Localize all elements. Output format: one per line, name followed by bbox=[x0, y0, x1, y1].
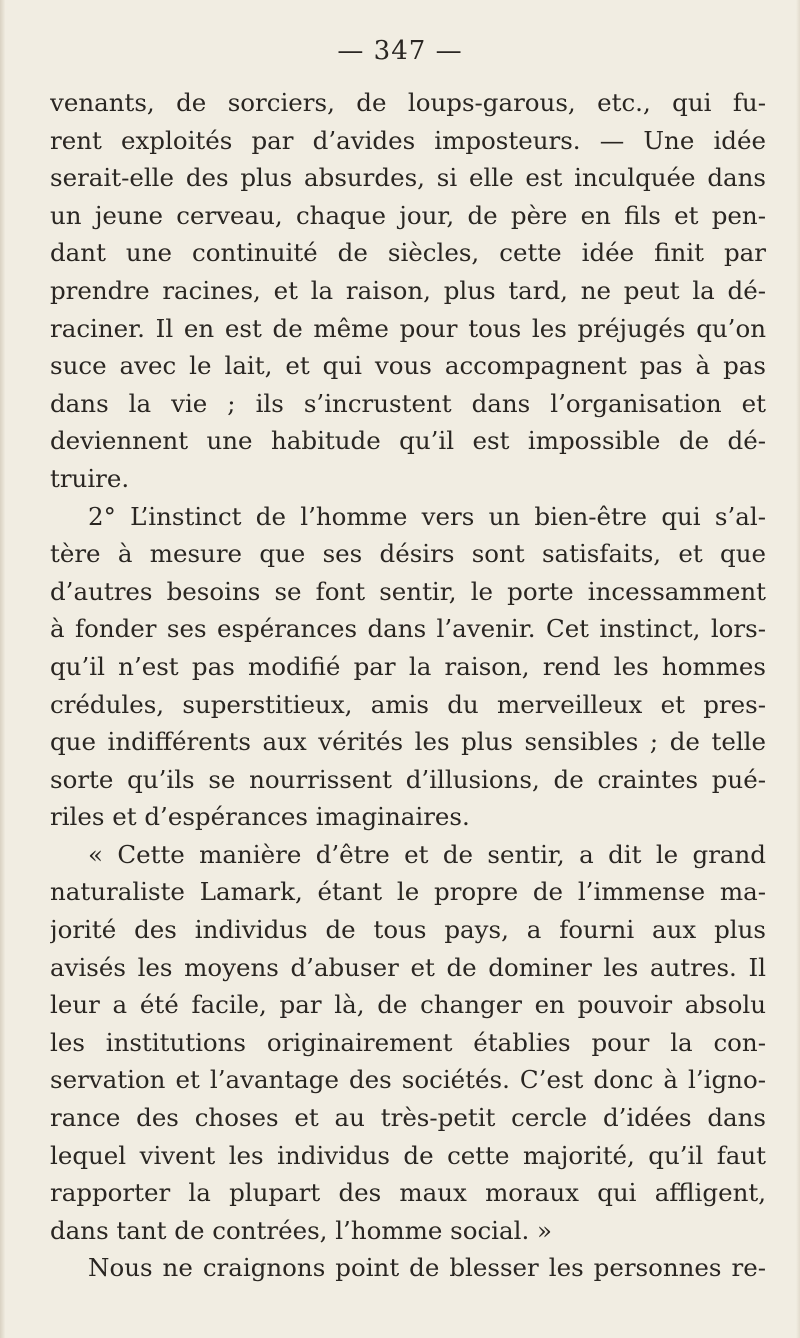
paragraph bbox=[50, 836, 766, 1250]
page-edge-left bbox=[0, 0, 5, 1338]
text-line: suce avec le lait, et qui vous accompagnent pas à pas bbox=[50, 351, 766, 381]
paragraph bbox=[50, 84, 766, 498]
text-line: naturaliste Lamark, étant le propre de l’immense ma- bbox=[50, 877, 766, 907]
text-line: avisés les moyens d’abuser et de dominer les autres. Il bbox=[50, 952, 766, 982]
text-line: truire. bbox=[50, 463, 130, 493]
paragraph bbox=[50, 498, 766, 836]
text-line: rent exploités par d’avides imposteurs. — Une idée bbox=[50, 125, 766, 155]
text-line: Nous ne craignons point de blesser les personnes re- bbox=[88, 1253, 766, 1283]
text-line: leur a été facile, par là, de changer en pouvoir absolu bbox=[50, 990, 766, 1020]
text-line: jorité des individus de tous pays, a fourni aux plus bbox=[50, 915, 766, 945]
paragraph bbox=[50, 1249, 766, 1287]
text-line: dans tant de contrées, l’homme social. » bbox=[50, 1215, 553, 1245]
text-line: venants, de sorciers, de loups-garous, etc., qui fu- bbox=[50, 88, 766, 117]
text-line: 2° L’instinct de l’homme vers un bien-être qui s’al- bbox=[88, 501, 766, 531]
text-line: un jeune cerveau, chaque jour, de père en fils et pen- bbox=[50, 200, 766, 230]
text-line: les institutions originairement établies pour la con- bbox=[50, 1027, 766, 1057]
text-line: rapporter la plupart des maux moraux qui affligent, bbox=[50, 1178, 766, 1208]
text-line: que indifférents aux vérités les plus sensibles ; de telle bbox=[50, 727, 766, 757]
text-line: raciner. Il en est de même pour tous les préjugés qu’on bbox=[50, 313, 766, 343]
page-number: — 347 — bbox=[337, 36, 463, 66]
body-text bbox=[50, 84, 766, 1287]
text-line: deviennent une habitude qu’il est impossible de dé- bbox=[50, 426, 766, 456]
text-line: rance des choses et au très-petit cercle d’idées dans bbox=[50, 1103, 766, 1133]
text-line: prendre racines, et la raison, plus tard, ne peut la dé- bbox=[50, 275, 766, 305]
text-line: « Cette manière d’être et de sentir, a dit le grand bbox=[88, 839, 766, 869]
text-line: d’autres besoins se font sentir, le porte incessamment bbox=[50, 576, 766, 606]
text-line: tère à mesure que ses désirs sont satisfaits, et que bbox=[50, 539, 766, 569]
text-line: dant une continuité de siècles, cette idée finit par bbox=[50, 238, 766, 268]
text-line: sorte qu’ils se nourrissent d’illusions, de craintes pué- bbox=[50, 764, 766, 794]
text-line: lequel vivent les individus de cette majorité, qu’il faut bbox=[50, 1140, 766, 1170]
text-line: servation et l’avantage des sociétés. C’est donc à l’igno- bbox=[50, 1065, 766, 1095]
text-line: à fonder ses espérances dans l’avenir. Cet instinct, lors- bbox=[50, 614, 766, 644]
text-line: dans la vie ; ils s’incrustent dans l’organisation et bbox=[50, 388, 766, 418]
text-line: qu’il n’est pas modifié par la raison, rend les hommes bbox=[50, 651, 766, 681]
text-line: crédules, superstitieux, amis du merveilleux et pres- bbox=[50, 689, 766, 719]
text-line: serait-elle des plus absurdes, si elle est inculquée dans bbox=[50, 163, 766, 193]
text-line: riles et d’espérances imaginaires. bbox=[50, 802, 470, 832]
page-edge-right bbox=[796, 0, 800, 1338]
